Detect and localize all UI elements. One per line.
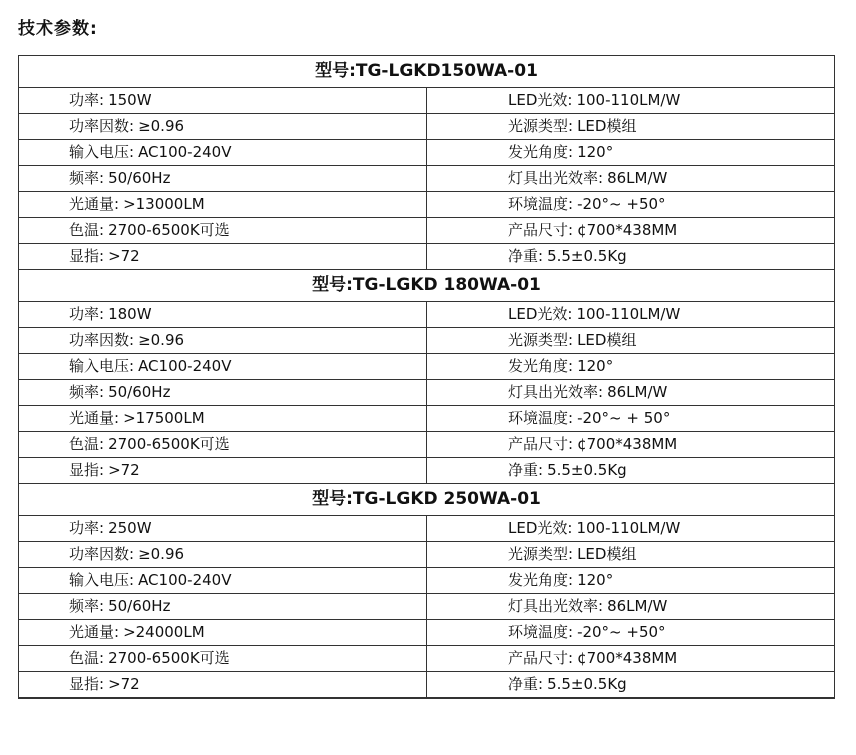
left-spec-cell	[19, 140, 427, 166]
right-spec-cell	[427, 516, 835, 542]
spec-key: 净重:	[508, 247, 544, 265]
right-spec-cell	[427, 672, 835, 699]
left-spec-cell	[19, 672, 427, 699]
left-spec-cell	[19, 166, 427, 192]
spec-row	[19, 406, 835, 432]
spec-value: 180W	[108, 305, 152, 323]
right-spec-cell	[427, 406, 835, 432]
spec-key: 显指:	[69, 675, 105, 693]
model-title: 型号:TG-LGKD 250WA-01	[19, 484, 835, 516]
spec-value: ¢700*438MM	[577, 435, 678, 453]
spec-value: >72	[108, 461, 140, 479]
spec-value: LED模组	[577, 331, 637, 349]
spec-key: 功率因数:	[69, 545, 135, 563]
spec-key: 灯具出光效率:	[508, 597, 604, 615]
spec-row	[19, 328, 835, 354]
spec-value: 5.5±0.5Kg	[547, 247, 627, 265]
spec-key: 光通量:	[69, 409, 120, 427]
spec-key: 产品尺寸:	[508, 221, 574, 239]
spec-key: 功率:	[69, 91, 105, 109]
spec-value: 120°	[577, 357, 614, 375]
spec-value: >72	[108, 247, 140, 265]
spec-value: 86LM/W	[607, 169, 668, 187]
spec-value: 86LM/W	[607, 597, 668, 615]
spec-row	[19, 568, 835, 594]
spec-key: 功率:	[69, 305, 105, 323]
right-spec-cell	[427, 114, 835, 140]
spec-key: LED光效:	[508, 305, 573, 323]
spec-value: ≥0.96	[138, 117, 185, 135]
spec-value: 50/60Hz	[108, 383, 171, 401]
left-spec-cell	[19, 88, 427, 114]
spec-value: ≥0.96	[138, 545, 185, 563]
left-spec-cell	[19, 328, 427, 354]
spec-key: 产品尺寸:	[508, 649, 574, 667]
spec-value: 100-110LM/W	[576, 305, 681, 323]
spec-key: 灯具出光效率:	[508, 383, 604, 401]
right-spec-cell	[427, 646, 835, 672]
spec-row	[19, 542, 835, 568]
model-title: 型号:TG-LGKD150WA-01	[19, 56, 835, 88]
right-spec-cell	[427, 594, 835, 620]
spec-key: 净重:	[508, 675, 544, 693]
spec-key: 色温:	[69, 435, 105, 453]
spec-key: 输入电压:	[69, 143, 135, 161]
spec-row	[19, 354, 835, 380]
spec-value: 120°	[577, 143, 614, 161]
spec-key: 发光角度:	[508, 357, 574, 375]
spec-value: 2700-6500K可选	[108, 649, 230, 667]
right-spec-cell	[427, 620, 835, 646]
spec-value: AC100-240V	[138, 571, 232, 589]
spec-value: >72	[108, 675, 140, 693]
spec-row	[19, 620, 835, 646]
spec-key: 频率:	[69, 169, 105, 187]
left-spec-cell	[19, 646, 427, 672]
right-spec-cell	[427, 302, 835, 328]
model-header-row	[19, 56, 835, 88]
spec-row	[19, 458, 835, 484]
spec-value: -20°~ +50°	[577, 195, 666, 213]
left-spec-cell	[19, 568, 427, 594]
spec-value: 5.5±0.5Kg	[547, 675, 627, 693]
spec-value: ≥0.96	[138, 331, 185, 349]
spec-value: 2700-6500K可选	[108, 435, 230, 453]
right-spec-cell	[427, 542, 835, 568]
right-spec-cell	[427, 166, 835, 192]
spec-key: 产品尺寸:	[508, 435, 574, 453]
right-spec-cell	[427, 458, 835, 484]
spec-key: LED光效:	[508, 91, 573, 109]
spec-key: 光通量:	[69, 195, 120, 213]
spec-value: 86LM/W	[607, 383, 668, 401]
spec-key: 频率:	[69, 597, 105, 615]
spec-row	[19, 114, 835, 140]
spec-key: 色温:	[69, 221, 105, 239]
left-spec-cell	[19, 114, 427, 140]
spec-value: 100-110LM/W	[576, 91, 681, 109]
spec-table	[18, 55, 835, 699]
spec-key: 显指:	[69, 247, 105, 265]
spec-row	[19, 594, 835, 620]
page-heading: 技术参数:	[18, 19, 98, 39]
spec-key: 发光角度:	[508, 571, 574, 589]
spec-value: AC100-240V	[138, 357, 232, 375]
left-spec-cell	[19, 458, 427, 484]
right-spec-cell	[427, 88, 835, 114]
left-spec-cell	[19, 244, 427, 270]
spec-row	[19, 166, 835, 192]
spec-key: 光源类型:	[508, 545, 574, 563]
left-spec-cell	[19, 406, 427, 432]
spec-value: 120°	[577, 571, 614, 589]
spec-row	[19, 646, 835, 672]
spec-value: 100-110LM/W	[576, 519, 681, 537]
left-spec-cell	[19, 516, 427, 542]
spec-key: 光源类型:	[508, 331, 574, 349]
right-spec-cell	[427, 140, 835, 166]
left-spec-cell	[19, 620, 427, 646]
spec-value: 2700-6500K可选	[108, 221, 230, 239]
model-header-row	[19, 484, 835, 516]
spec-key: 环境温度:	[508, 195, 574, 213]
right-spec-cell	[427, 568, 835, 594]
spec-value: -20°~ +50°	[577, 623, 666, 641]
spec-key: 功率因数:	[69, 331, 135, 349]
left-spec-cell	[19, 432, 427, 458]
spec-key: 功率因数:	[69, 117, 135, 135]
spec-value: ¢700*438MM	[577, 221, 678, 239]
left-spec-cell	[19, 380, 427, 406]
spec-value: LED模组	[577, 545, 637, 563]
spec-key: 环境温度:	[508, 623, 574, 641]
spec-key: 频率:	[69, 383, 105, 401]
right-spec-cell	[427, 328, 835, 354]
left-spec-cell	[19, 218, 427, 244]
spec-value: AC100-240V	[138, 143, 232, 161]
spec-key: 输入电压:	[69, 357, 135, 375]
spec-value: -20°~ + 50°	[577, 409, 671, 427]
spec-key: LED光效:	[508, 519, 573, 537]
spec-key: 光源类型:	[508, 117, 574, 135]
spec-key: 输入电压:	[69, 571, 135, 589]
spec-row	[19, 302, 835, 328]
spec-row	[19, 88, 835, 114]
model-title: 型号:TG-LGKD 180WA-01	[19, 270, 835, 302]
left-spec-cell	[19, 192, 427, 218]
spec-key: 色温:	[69, 649, 105, 667]
spec-value: 150W	[108, 91, 152, 109]
spec-row	[19, 380, 835, 406]
left-spec-cell	[19, 302, 427, 328]
spec-value: 50/60Hz	[108, 597, 171, 615]
left-spec-cell	[19, 542, 427, 568]
spec-row	[19, 140, 835, 166]
right-spec-cell	[427, 244, 835, 270]
right-spec-cell	[427, 354, 835, 380]
spec-key: 发光角度:	[508, 143, 574, 161]
spec-row	[19, 218, 835, 244]
left-spec-cell	[19, 594, 427, 620]
spec-value: >24000LM	[123, 623, 205, 641]
right-spec-cell	[427, 380, 835, 406]
spec-key: 功率:	[69, 519, 105, 537]
left-spec-cell	[19, 354, 427, 380]
spec-key: 显指:	[69, 461, 105, 479]
spec-value: >17500LM	[123, 409, 205, 427]
spec-value: 5.5±0.5Kg	[547, 461, 627, 479]
spec-row	[19, 432, 835, 458]
spec-value: 50/60Hz	[108, 169, 171, 187]
spec-value: LED模组	[577, 117, 637, 135]
spec-value: >13000LM	[123, 195, 205, 213]
spec-key: 光通量:	[69, 623, 120, 641]
spec-row	[19, 244, 835, 270]
spec-value: 250W	[108, 519, 152, 537]
spec-row	[19, 672, 835, 699]
right-spec-cell	[427, 432, 835, 458]
model-header-row	[19, 270, 835, 302]
spec-value: ¢700*438MM	[577, 649, 678, 667]
spec-key: 环境温度:	[508, 409, 574, 427]
right-spec-cell	[427, 192, 835, 218]
spec-row	[19, 192, 835, 218]
spec-key: 灯具出光效率:	[508, 169, 604, 187]
spec-key: 净重:	[508, 461, 544, 479]
spec-row	[19, 516, 835, 542]
right-spec-cell	[427, 218, 835, 244]
